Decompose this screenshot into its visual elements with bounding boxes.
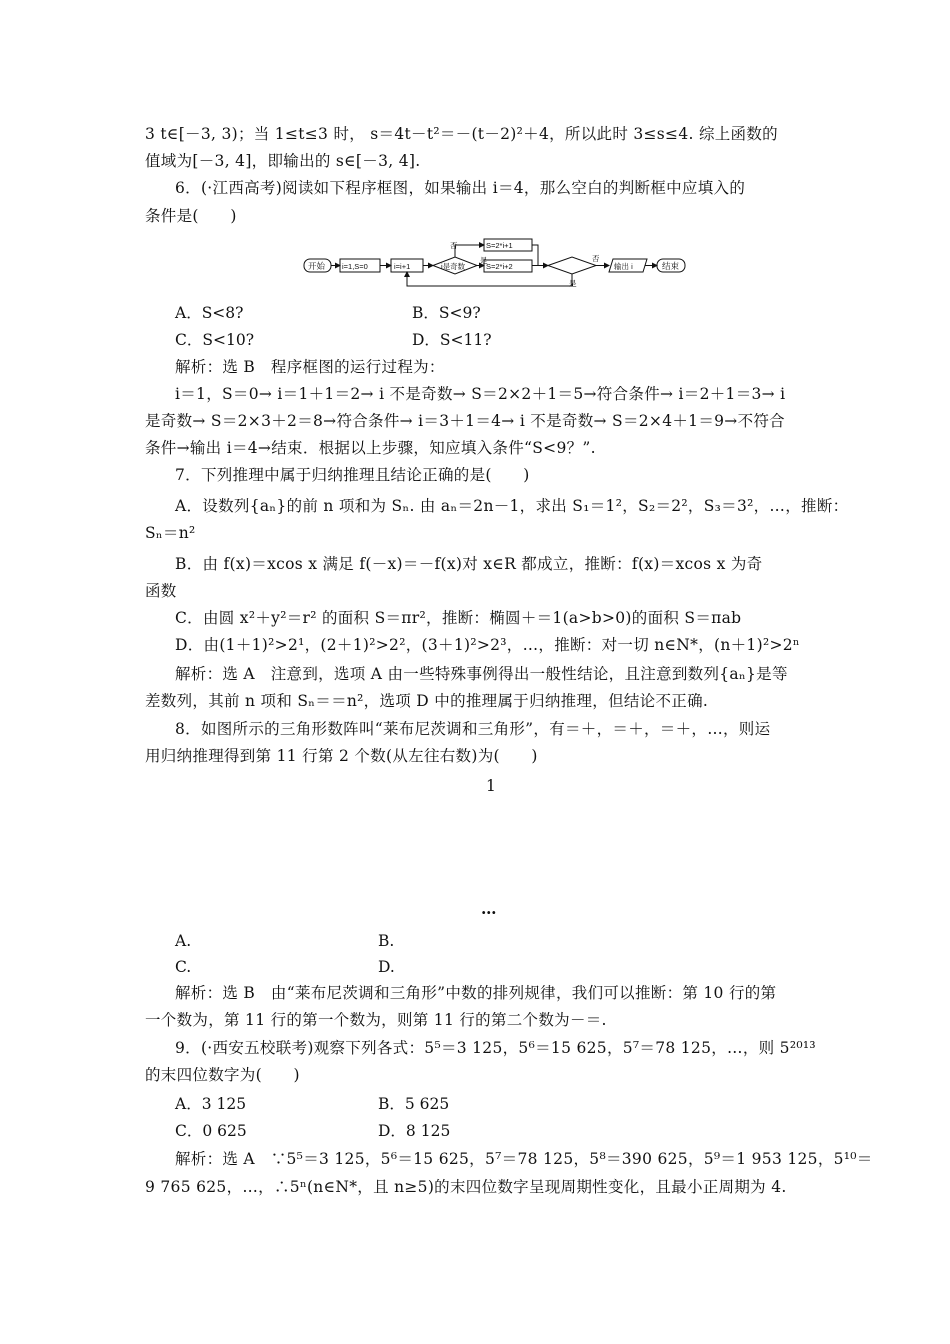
question-6-stem: 6．(·江西高考)阅读如下程序框图，如果输出 i＝4，那么空白的判断框中应填入的	[175, 179, 746, 197]
option-a: A．3 125	[175, 1095, 247, 1113]
option-b: B．由 f(x)＝xcos x 满足 f(－x)＝－f(x)对 x∈R 都成立，推断：f(x)＝xcos x 为奇	[175, 555, 763, 573]
solution-line: 是奇数→ S＝2×3＋2＝8→符合条件→ i＝3＋1＝4→ i 不是奇数→ S＝2×4＋1＝9→不符合	[145, 412, 785, 430]
flow-blank-decision	[548, 257, 596, 274]
option-d: D．8 125	[378, 1122, 451, 1140]
option-b-cont: 函数	[145, 582, 177, 600]
text-line: 3 t∈[－3, 3)；当 1≤t≤3 时， s＝4t－t²＝－(t－2)²＋4，所以此时 3≤s≤4. 综上函数的	[145, 125, 778, 143]
flow-odd-label: i是奇数	[441, 262, 466, 271]
flow-output-label: 输出 i	[614, 262, 633, 271]
text-line: 值域为[－3, 4]，即输出的 s∈[－3, 4].	[145, 152, 421, 170]
solution-line: 解析：选 A 注意到，选项 A 由一些特殊事例得出一般性结论，且注意到数列{aₙ}是等	[175, 665, 788, 683]
option-c: C．由圆 x²＋y²＝r² 的面积 S＝πr²，推断：椭圆＋＝1(a>b>0)的面积 S＝πab	[175, 609, 742, 627]
option-a: A．设数列{aₙ}的前 n 项和为 Sₙ. 由 aₙ＝2n－1，求出 S₁＝1²，S₂＝2²，S₃＝3²，…，推断：	[175, 497, 849, 515]
option-a: A．S<8?	[175, 304, 244, 322]
solution-line: i＝1，S＝0→ i＝1＋1＝2→ i 不是奇数→ S＝2×2＋1＝5→符合条件→ i＝2＋1＝3→ i	[175, 385, 786, 403]
option-c: C.	[175, 958, 192, 976]
flow-yes-label: 是	[480, 256, 488, 265]
flow-start-label: 开始	[308, 261, 326, 271]
solution-line: 差数列，其前 n 项和 Sₙ＝＝n²，选项 D 中的推理属于归纳推理，但结论不正确.	[145, 692, 709, 710]
option-c: C．S<10?	[175, 331, 254, 349]
flow-yes-label-2: 是	[569, 279, 577, 288]
option-b: B．S<9?	[412, 304, 481, 322]
flow-assign-label-1: S=2*i+1	[486, 241, 513, 250]
option-c: C．0 625	[175, 1122, 247, 1140]
solution-line: 解析：选 A ∵5⁵＝3 125，5⁶＝15 625，5⁷＝78 125，5⁸＝390 625，5⁹＝1 953 125，5¹⁰＝	[175, 1150, 873, 1168]
solution-line: 解析：选 B 程序框图的运行过程为：	[175, 358, 445, 376]
flow-no-label: 否	[450, 241, 458, 250]
option-d: D．由(1＋1)²>2¹，(2＋1)²>2²，(3＋1)²>2³，…，推断：对一切 n∈N*，(n＋1)²>2ⁿ	[175, 636, 800, 654]
question-6-stem: 条件是( )	[145, 207, 237, 225]
solution-line: 9 765 625，…，∴5ⁿ(n∈N*，且 n≥5)的末四位数字呈现周期性变化，且最小正周期为 4.	[145, 1178, 787, 1196]
option-a: A.	[175, 932, 192, 950]
option-b: B．5 625	[378, 1095, 450, 1113]
question-7-stem: 7．下列推理中属于归纳推理且结论正确的是( )	[175, 466, 530, 484]
solution-line: 解析：选 B 由“莱布尼茨调和三角形”中数的排列规律，我们可以推断：第 10 行的第	[175, 984, 777, 1002]
question-8-stem: 用归纳推理得到第 11 行第 2 个数(从左往右数)为( )	[145, 747, 538, 765]
question-9-stem: 的末四位数字为( )	[145, 1066, 300, 1084]
program-flowchart	[300, 236, 690, 294]
option-b: B.	[378, 932, 395, 950]
option-a-cont: Sₙ＝n²	[145, 524, 196, 542]
flow-assign-label-2: S=2*i+2	[486, 262, 513, 271]
flow-increment-label: i=i+1	[394, 262, 411, 271]
question-8-stem: 8．如图所示的三角形数阵叫“莱布尼茨调和三角形”，有＝＋，＝＋，＝＋，…，则运	[175, 720, 771, 738]
solution-line: 条件→输出 i＝4→结束．根据以上步骤，知应填入条件“S<9？”.	[145, 439, 596, 457]
flow-no-label-2: 否	[592, 254, 600, 263]
triangle-top-number: 1	[486, 777, 497, 795]
solution-line: 一个数为，第 11 行的第一个数为，则第 11 行的第二个数为－＝.	[145, 1011, 607, 1029]
flow-end-label: 结束	[662, 261, 680, 271]
option-d: D．S<11?	[412, 331, 492, 349]
option-d: D.	[378, 958, 395, 976]
question-9-stem: 9．(·西安五校联考)观察下列各式：5⁵＝3 125，5⁶＝15 625，5⁷＝78 125，…，则 5²⁰¹³	[175, 1039, 816, 1057]
flow-init-label: i=1,S=0	[342, 262, 368, 271]
triangle-ellipsis: …	[481, 899, 497, 918]
